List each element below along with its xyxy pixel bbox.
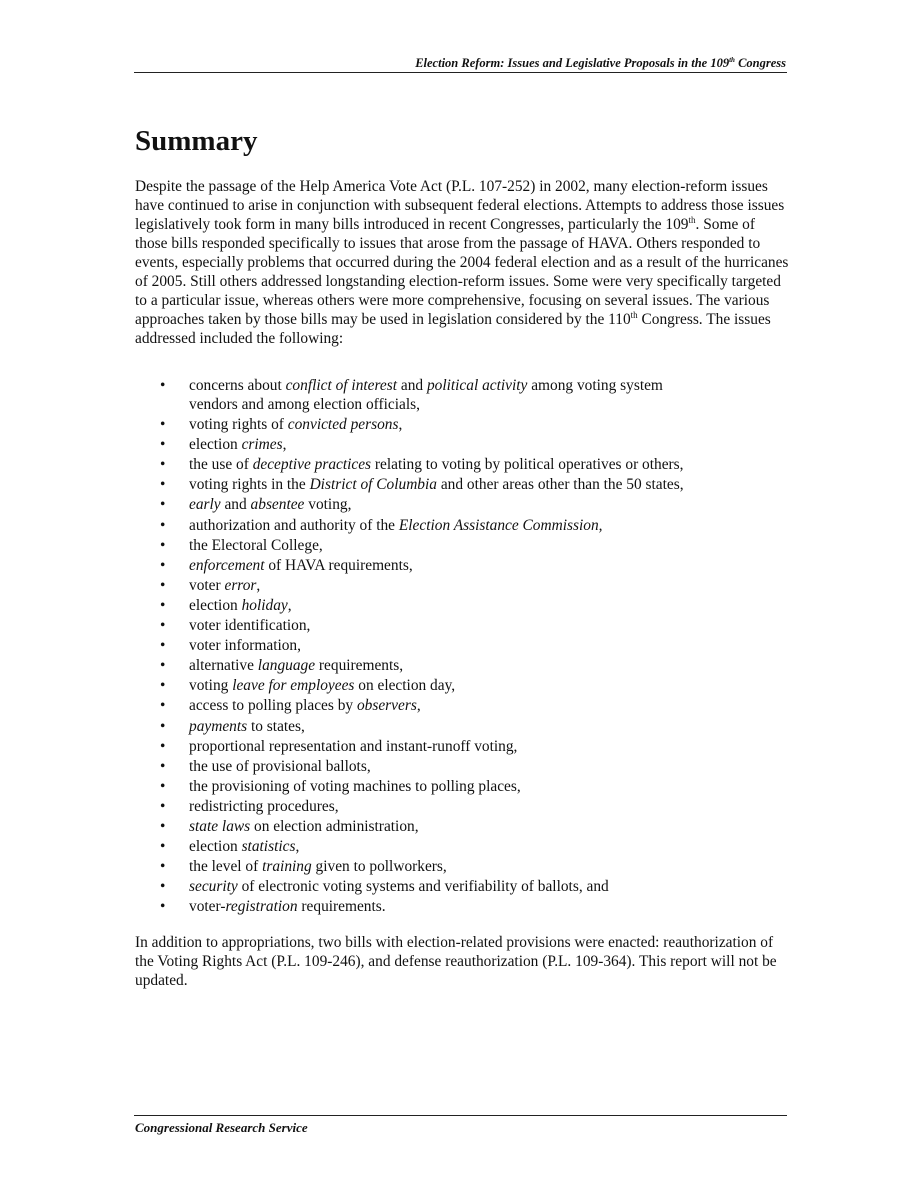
bullet-icon: • (160, 516, 166, 534)
list-item (135, 676, 791, 695)
list-item (135, 817, 791, 836)
list-item-emphasis: enforcement (189, 556, 265, 574)
list-item (135, 757, 791, 776)
bullet-icon: • (160, 416, 166, 434)
bullet-icon: • (160, 476, 166, 494)
list-item-text: , (398, 416, 403, 434)
list-item (135, 696, 791, 715)
list-item (135, 717, 791, 736)
list-item-text: , (416, 697, 421, 715)
footer-divider (134, 1115, 787, 1116)
list-item-text: on election day, (354, 677, 456, 695)
intro-paragraph (135, 177, 791, 348)
list-item-text: requirements, (315, 657, 404, 675)
list-item-emphasis: registration (225, 898, 298, 916)
list-item-text: voter identification, (189, 617, 311, 635)
bullet-icon: • (160, 456, 166, 474)
list-item-text: and (220, 496, 251, 514)
list-item (135, 857, 791, 876)
list-item-text: concerns about (189, 377, 286, 394)
intro-superscript-2: th (630, 310, 638, 320)
list-item-text: voting (189, 677, 233, 695)
list-item-text: access to polling places by (189, 697, 357, 715)
list-item-text: voter- (189, 898, 226, 916)
list-item-text: alternative (189, 657, 258, 675)
list-item (135, 596, 791, 615)
list-item-emphasis: Election Assistance Commission, (398, 516, 603, 534)
list-item-text: the use of (189, 456, 253, 474)
list-item (135, 435, 791, 454)
list-item-emphasis: early (189, 496, 221, 514)
bullet-icon: • (160, 757, 166, 775)
bullet-icon: • (160, 878, 166, 896)
list-item-text: the use of provisional ballots, (189, 757, 371, 775)
intro-text-part-3: Congress. The issues addressed included the following: (135, 311, 771, 347)
list-item-text: election (189, 596, 242, 614)
list-item-text: redistricting procedures, (189, 797, 339, 815)
list-item (135, 576, 791, 595)
list-item (135, 376, 791, 414)
list-item-emphasis: observers (356, 697, 417, 715)
bullet-icon: • (160, 797, 166, 815)
list-item (135, 656, 791, 675)
list-item-emphasis: language (257, 657, 316, 675)
intro-superscript-1: th (688, 215, 696, 225)
bullet-icon: • (160, 596, 166, 614)
list-item (135, 415, 791, 434)
bullet-icon: • (160, 838, 166, 856)
bullet-icon: • (160, 496, 166, 514)
list-item (135, 877, 791, 896)
list-item-text-continuation: vendors and among election officials, (189, 396, 420, 413)
bullet-icon: • (160, 377, 166, 394)
bullet-icon: • (160, 817, 166, 835)
list-item (135, 897, 791, 916)
bullet-icon: • (160, 858, 166, 876)
list-item-text: requirements. (297, 898, 386, 916)
list-item-text: election (189, 838, 242, 856)
bullet-icon: • (160, 777, 166, 795)
list-item-text: relating to voting by political operatives or others, (371, 456, 684, 474)
list-item-emphasis: conflict of interest (285, 377, 398, 394)
bullet-icon: • (160, 717, 166, 735)
bullet-icon: • (160, 737, 166, 755)
list-item-text: and (397, 377, 427, 394)
bullet-icon: • (160, 637, 166, 655)
list-item-text: the provisioning of voting machines to polling places, (189, 777, 521, 795)
list-item-text: , (287, 596, 292, 614)
running-header-title-end: Congress (734, 56, 786, 70)
list-item-emphasis: statistics (241, 838, 296, 856)
list-item-text: proportional representation and instant-runoff voting, (189, 737, 518, 755)
bullet-icon: • (160, 898, 166, 916)
list-item (135, 837, 791, 856)
header-divider (134, 72, 787, 73)
list-item-emphasis: holiday (241, 596, 288, 614)
list-item-text: on election administration, (250, 817, 419, 835)
bullet-icon: • (160, 697, 166, 715)
list-item (135, 536, 791, 555)
list-item-emphasis: crimes (241, 436, 283, 454)
list-item-text: of electronic voting systems and verifiability of ballots, and (237, 878, 609, 896)
bullet-icon: • (160, 677, 166, 695)
list-item-text: given to pollworkers, (311, 858, 447, 876)
running-header-superscript: th (729, 56, 735, 64)
list-item (135, 556, 791, 575)
list-item (135, 455, 791, 474)
list-item-text: and other areas other than the 50 states, (436, 476, 684, 494)
bullet-icon: • (160, 436, 166, 454)
list-item-emphasis: District of Columbia (309, 476, 437, 494)
list-item-emphasis: deceptive practices (252, 456, 372, 474)
page-title: Summary (135, 125, 258, 157)
list-item-text: election (189, 436, 242, 454)
page-footer: Congressional Research Service (135, 1120, 308, 1135)
list-item-text: to states, (247, 717, 305, 735)
running-header-title: Election Reform: Issues and Legislative Proposals in the 109 (415, 56, 730, 70)
list-item-emphasis: error (224, 576, 257, 594)
list-item-text: authorization and authority of the (189, 516, 399, 534)
intro-text-part-1: Despite the passage of the Help America Vote Act (P.L. 107-252) in 2002, many election-reform issues have continued to arise in conjunction with subsequent federal elections. Attempts to address those issues legislatively took form in many bills introduced in recent Congresses, particularly the 109 (135, 178, 785, 233)
list-item-emphasis: political activity (426, 377, 528, 394)
list-item-text: of HAVA requirements, (264, 556, 413, 574)
list-item (135, 737, 791, 756)
bullet-icon: • (160, 536, 166, 554)
list-item (135, 616, 791, 635)
list-item-text: voting rights of (189, 416, 288, 434)
list-item-emphasis: security (189, 878, 238, 896)
list-item-emphasis: leave for employees (232, 677, 355, 695)
list-item (135, 475, 791, 494)
list-item-emphasis: state laws (189, 817, 251, 835)
list-item (135, 636, 791, 655)
issues-list (135, 376, 791, 917)
list-item-emphasis: training (262, 858, 312, 876)
list-item-emphasis: payments (189, 717, 248, 735)
list-item-text: voting rights in the (189, 476, 310, 494)
bullet-icon: • (160, 657, 166, 675)
list-item (135, 777, 791, 796)
closing-paragraph: In addition to appropriations, two bills with election-related provisions were enacted: reauthorization of the Voting Rights Act (P.L. 109-246), and defense reauthorization (P.L. 109-364). This report will not be updated. (135, 934, 777, 989)
list-item (135, 516, 791, 535)
list-item-emphasis: absentee (250, 496, 305, 514)
list-item-text: among voting system (527, 377, 663, 394)
list-item-text: voting, (304, 496, 352, 514)
list-item-emphasis: convicted persons (287, 416, 399, 434)
intro-text-part-2: . Some of those bills responded specifically to issues that arose from the passage of HAVA. Others responded to events, especially problems that occurred during the 2004 federal election and as a result of the hurricanes of 2005. Still others addressed longstanding election-reform issues. Some were very specifically targeted to a particular issue, whereas others were more comprehensive, focusing on several issues. The various approaches taken by those bills may be used in legislation considered by the 110 (135, 216, 789, 328)
bullet-icon: • (160, 617, 166, 635)
list-item-text: , (295, 838, 300, 856)
list-item-text: the Electoral College, (189, 536, 323, 554)
list-item-text: , (282, 436, 287, 454)
running-header (134, 55, 786, 71)
list-item (135, 797, 791, 816)
list-item-text: the level of (189, 858, 263, 876)
list-item (135, 495, 791, 514)
list-item-text: voter information, (189, 637, 301, 655)
bullet-icon: • (160, 556, 166, 574)
list-item-text: , (256, 576, 261, 594)
list-item-text: voter (189, 576, 225, 594)
bullet-icon: • (160, 576, 166, 594)
